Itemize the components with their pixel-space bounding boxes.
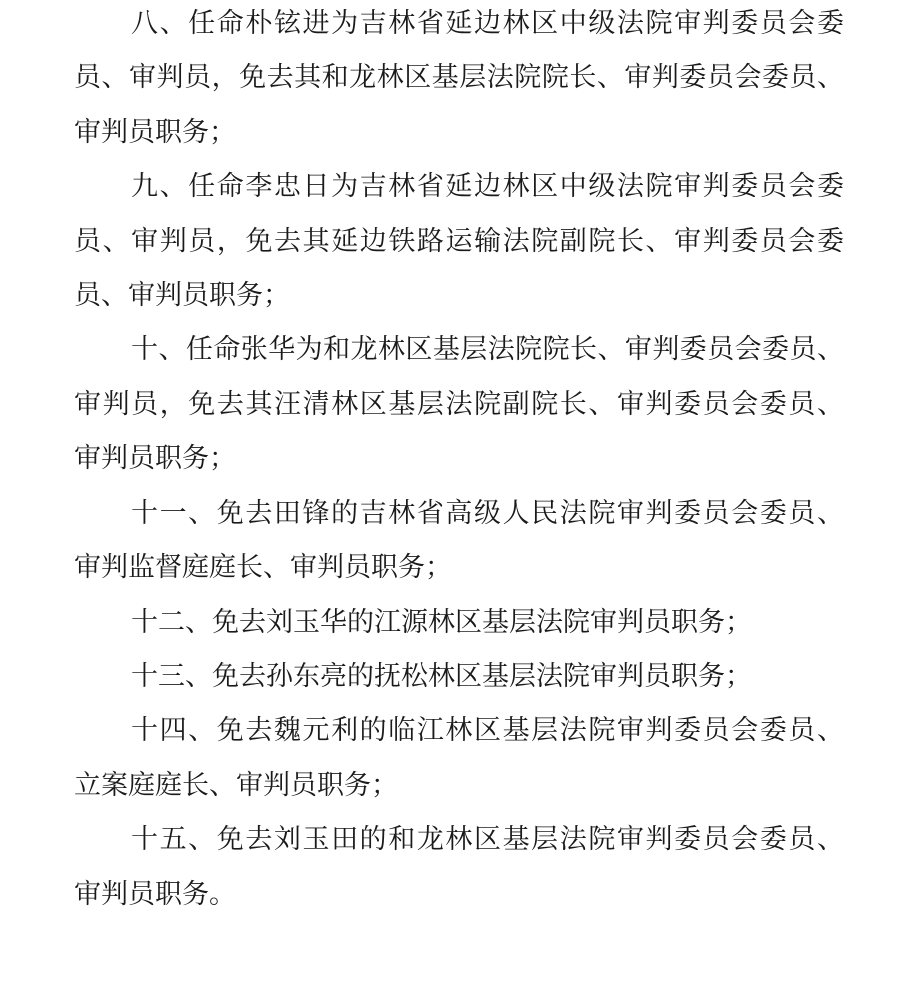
item-15-line-2: 审判员职务。 <box>74 879 236 910</box>
item-8-line-3: 审判员职务； <box>74 117 236 148</box>
item-8-line-2: 员、审判员，免去其和龙林区基层法院院长、审判委员会委员、 <box>74 62 844 93</box>
item-8-line-1: 八、任命朴铉进为吉林省延边林区中级法院审判委员会委 <box>131 8 844 39</box>
item-14-line-2: 立案庭庭长、审判员职务； <box>74 770 398 801</box>
item-9-line-2: 员、审判员，免去其延边铁路运输法院副院长、审判委员会委 <box>74 226 844 257</box>
item-13-line-1: 十三、免去孙东亮的抚松林区基层法院审判员职务； <box>131 661 752 692</box>
item-15-line-1: 十五、免去刘玉田的和龙林区基层法院审判委员会委员、 <box>131 824 844 855</box>
item-11-line-2: 审判监督庭庭长、审判员职务； <box>74 552 452 583</box>
item-9-line-3: 员、审判员职务； <box>74 280 290 311</box>
item-14-line-1: 十四、免去魏元利的临江林区基层法院审判委员会委员、 <box>131 715 844 746</box>
item-10-line-2: 审判员，免去其汪清林区基层法院副院长、审判委员会委员、 <box>74 389 844 420</box>
item-11-line-1: 十一、免去田锋的吉林省高级人民法院审判委员会委员、 <box>131 498 844 529</box>
item-10-line-1: 十、任命张华为和龙林区基层法院院长、审判委员会委员、 <box>131 334 844 365</box>
item-9-line-1: 九、任命李忠日为吉林省延边林区中级法院审判委员会委 <box>131 171 844 202</box>
item-12-line-1: 十二、免去刘玉华的江源林区基层法院审判员职务； <box>131 607 752 638</box>
item-10-line-3: 审判员职务； <box>74 443 236 474</box>
